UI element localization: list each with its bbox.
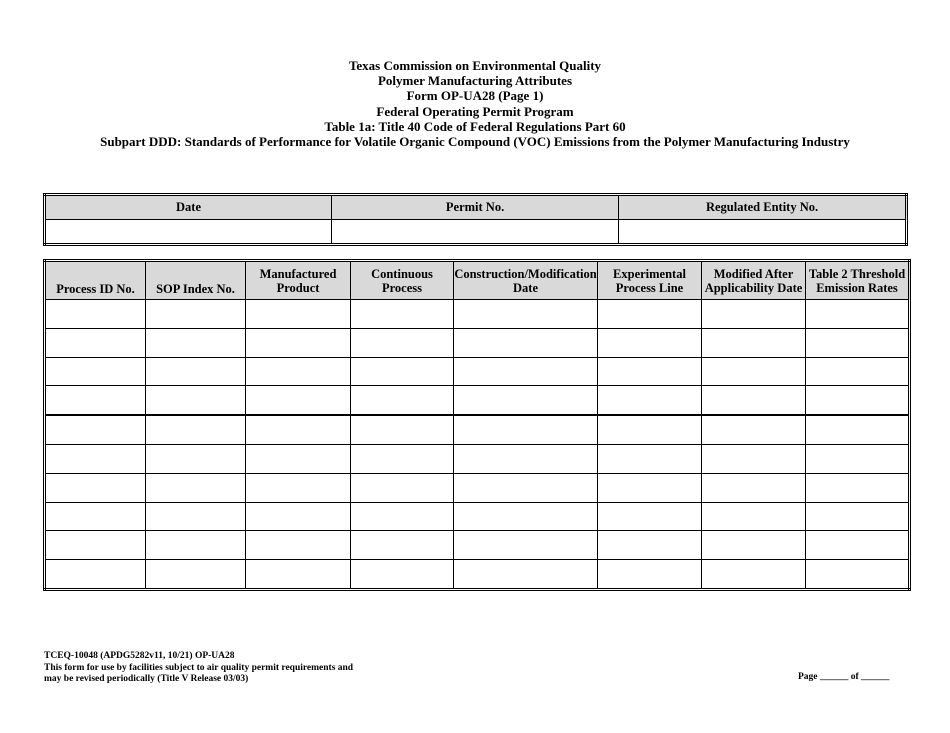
process-id-cell[interactable]	[45, 415, 146, 444]
experimental-process-line-cell[interactable]	[598, 531, 702, 560]
footer-note-1: This form for use by facilities subject to air quality permit requirements and	[44, 662, 354, 673]
sop-index-cell[interactable]	[146, 444, 246, 473]
process-id-cell[interactable]	[45, 531, 146, 560]
continuous-process-cell[interactable]	[351, 560, 454, 590]
manufactured-product-header: Manufactured Product	[246, 261, 351, 300]
experimental-process-line-cell[interactable]	[598, 560, 702, 590]
modified-after-applicability-date-cell[interactable]	[702, 357, 806, 386]
agency-name: Texas Commission on Environmental Quality	[348, 58, 602, 73]
construction-modification-date-cell[interactable]	[454, 386, 598, 415]
continuous-process-cell[interactable]	[351, 300, 454, 329]
experimental-process-line-cell[interactable]	[598, 328, 702, 357]
sop-index-header: SOP Index No.	[146, 261, 246, 300]
table-row	[45, 328, 910, 357]
table-row	[45, 386, 910, 415]
form-number: Form OP-UA28 (Page 1)	[406, 88, 544, 104]
continuous-process-cell[interactable]	[351, 444, 454, 473]
modified-after-applicability-date-cell[interactable]	[702, 300, 806, 329]
modified-after-applicability-date-cell[interactable]	[702, 444, 806, 473]
continuous-process-cell[interactable]	[351, 502, 454, 531]
table2-threshold-emission-rates-cell[interactable]	[806, 415, 910, 444]
construction-modification-date-cell[interactable]	[454, 473, 598, 502]
process-id-cell[interactable]	[45, 328, 146, 357]
experimental-process-line-cell[interactable]	[598, 444, 702, 473]
table-row	[45, 415, 910, 444]
table2-threshold-emission-rates-cell[interactable]	[806, 502, 910, 531]
manufactured-product-cell[interactable]	[246, 502, 351, 531]
attributes-header-row	[45, 261, 910, 300]
process-id-cell[interactable]	[45, 444, 146, 473]
process-id-cell[interactable]	[45, 502, 146, 531]
construction-modification-date-header: Construction/Modification Date	[454, 261, 598, 300]
continuous-process-cell[interactable]	[351, 357, 454, 386]
manufactured-product-cell[interactable]	[246, 473, 351, 502]
info-table	[43, 193, 908, 246]
construction-modification-date-cell[interactable]	[454, 328, 598, 357]
construction-modification-date-cell[interactable]	[454, 300, 598, 329]
table2-threshold-emission-rates-cell[interactable]	[806, 386, 910, 415]
table2-threshold-emission-rates-cell[interactable]	[806, 357, 910, 386]
sop-index-cell[interactable]	[146, 328, 246, 357]
continuous-process-cell[interactable]	[351, 386, 454, 415]
table-row	[45, 502, 910, 531]
date-field[interactable]	[45, 220, 332, 245]
experimental-process-line-cell[interactable]	[598, 357, 702, 386]
manufactured-product-cell[interactable]	[246, 444, 351, 473]
modified-after-applicability-date-cell[interactable]	[702, 531, 806, 560]
manufactured-product-cell[interactable]	[246, 415, 351, 444]
form-title: Polymer Manufacturing Attributes	[377, 73, 573, 89]
table-title: Table 1a: Title 40 Code of Federal Regulations Part 60	[324, 118, 626, 134]
permit-no-field[interactable]	[332, 220, 619, 245]
form-footer	[44, 651, 353, 686]
table2-threshold-emission-rates-cell[interactable]	[806, 473, 910, 502]
subpart-title: Subpart DDD: Standards of Performance for Volatile Organic Compound (VOC) Emissions from the Polymer Manufacturing Industry	[100, 134, 850, 150]
experimental-process-line-cell[interactable]	[598, 502, 702, 531]
process-id-cell[interactable]	[45, 560, 146, 590]
regulated-entity-header: Regulated Entity No.	[619, 195, 907, 220]
continuous-process-cell[interactable]	[351, 415, 454, 444]
modified-after-applicability-date-cell[interactable]	[702, 328, 806, 357]
sop-index-cell[interactable]	[146, 531, 246, 560]
table2-threshold-emission-rates-header: Table 2 Threshold Emission Rates	[806, 261, 910, 300]
construction-modification-date-cell[interactable]	[454, 415, 598, 444]
table2-threshold-emission-rates-cell[interactable]	[806, 300, 910, 329]
manufactured-product-cell[interactable]	[246, 386, 351, 415]
sop-index-cell[interactable]	[146, 415, 246, 444]
construction-modification-date-cell[interactable]	[454, 444, 598, 473]
continuous-process-cell[interactable]	[351, 328, 454, 357]
sop-index-cell[interactable]	[146, 300, 246, 329]
construction-modification-date-cell[interactable]	[454, 357, 598, 386]
construction-modification-date-cell[interactable]	[454, 560, 598, 590]
table-row	[45, 357, 910, 386]
page-number: Page ______ of ______	[798, 672, 890, 682]
sop-index-cell[interactable]	[146, 502, 246, 531]
modified-after-applicability-date-cell[interactable]	[702, 415, 806, 444]
process-id-cell[interactable]	[45, 386, 146, 415]
modified-after-applicability-date-cell[interactable]	[702, 473, 806, 502]
attributes-table	[43, 259, 911, 591]
info-header-row	[45, 195, 907, 220]
table2-threshold-emission-rates-cell[interactable]	[806, 328, 910, 357]
continuous-process-header: Continuous Process	[351, 261, 454, 300]
manufactured-product-cell[interactable]	[246, 357, 351, 386]
form-header	[0, 58, 950, 149]
modified-after-applicability-date-cell[interactable]	[702, 502, 806, 531]
table2-threshold-emission-rates-cell[interactable]	[806, 531, 910, 560]
modified-after-applicability-date-cell[interactable]	[702, 386, 806, 415]
table-row	[45, 531, 910, 560]
manufactured-product-cell[interactable]	[246, 300, 351, 329]
manufactured-product-cell[interactable]	[246, 328, 351, 357]
regulated-entity-field[interactable]	[619, 220, 907, 245]
continuous-process-cell[interactable]	[351, 473, 454, 502]
construction-modification-date-cell[interactable]	[454, 502, 598, 531]
process-id-header: Process ID No.	[45, 261, 146, 300]
sop-index-cell[interactable]	[146, 473, 246, 502]
process-id-cell[interactable]	[45, 300, 146, 329]
experimental-process-line-cell[interactable]	[598, 473, 702, 502]
sop-index-cell[interactable]	[146, 357, 246, 386]
table-row	[45, 300, 910, 329]
process-id-cell[interactable]	[45, 473, 146, 502]
process-id-cell[interactable]	[45, 357, 146, 386]
table-row	[45, 560, 910, 590]
sop-index-cell[interactable]	[146, 560, 246, 590]
experimental-process-line-cell[interactable]	[598, 415, 702, 444]
sop-index-cell[interactable]	[146, 386, 246, 415]
table2-threshold-emission-rates-cell[interactable]	[806, 444, 910, 473]
table2-threshold-emission-rates-cell[interactable]	[806, 560, 910, 590]
table-row	[45, 473, 910, 502]
experimental-process-line-header: Experimental Process Line	[598, 261, 702, 300]
permit-no-header: Permit No.	[332, 195, 619, 220]
info-value-row	[45, 220, 907, 245]
manufactured-product-cell[interactable]	[246, 560, 351, 590]
continuous-process-cell[interactable]	[351, 531, 454, 560]
modified-after-applicability-date-cell[interactable]	[702, 560, 806, 590]
form-id: TCEQ-10048 (APDG5282v11, 10/21) OP-UA28	[44, 651, 235, 661]
modified-after-applicability-date-header: Modified After Applicability Date	[702, 261, 806, 300]
construction-modification-date-cell[interactable]	[454, 531, 598, 560]
experimental-process-line-cell[interactable]	[598, 386, 702, 415]
date-header: Date	[45, 195, 332, 220]
footer-note-2: may be revised periodically (Title V Release 03/03)	[44, 674, 249, 684]
table-row	[45, 444, 910, 473]
experimental-process-line-cell[interactable]	[598, 300, 702, 329]
program-name: Federal Operating Permit Program	[376, 103, 574, 119]
manufactured-product-cell[interactable]	[246, 531, 351, 560]
